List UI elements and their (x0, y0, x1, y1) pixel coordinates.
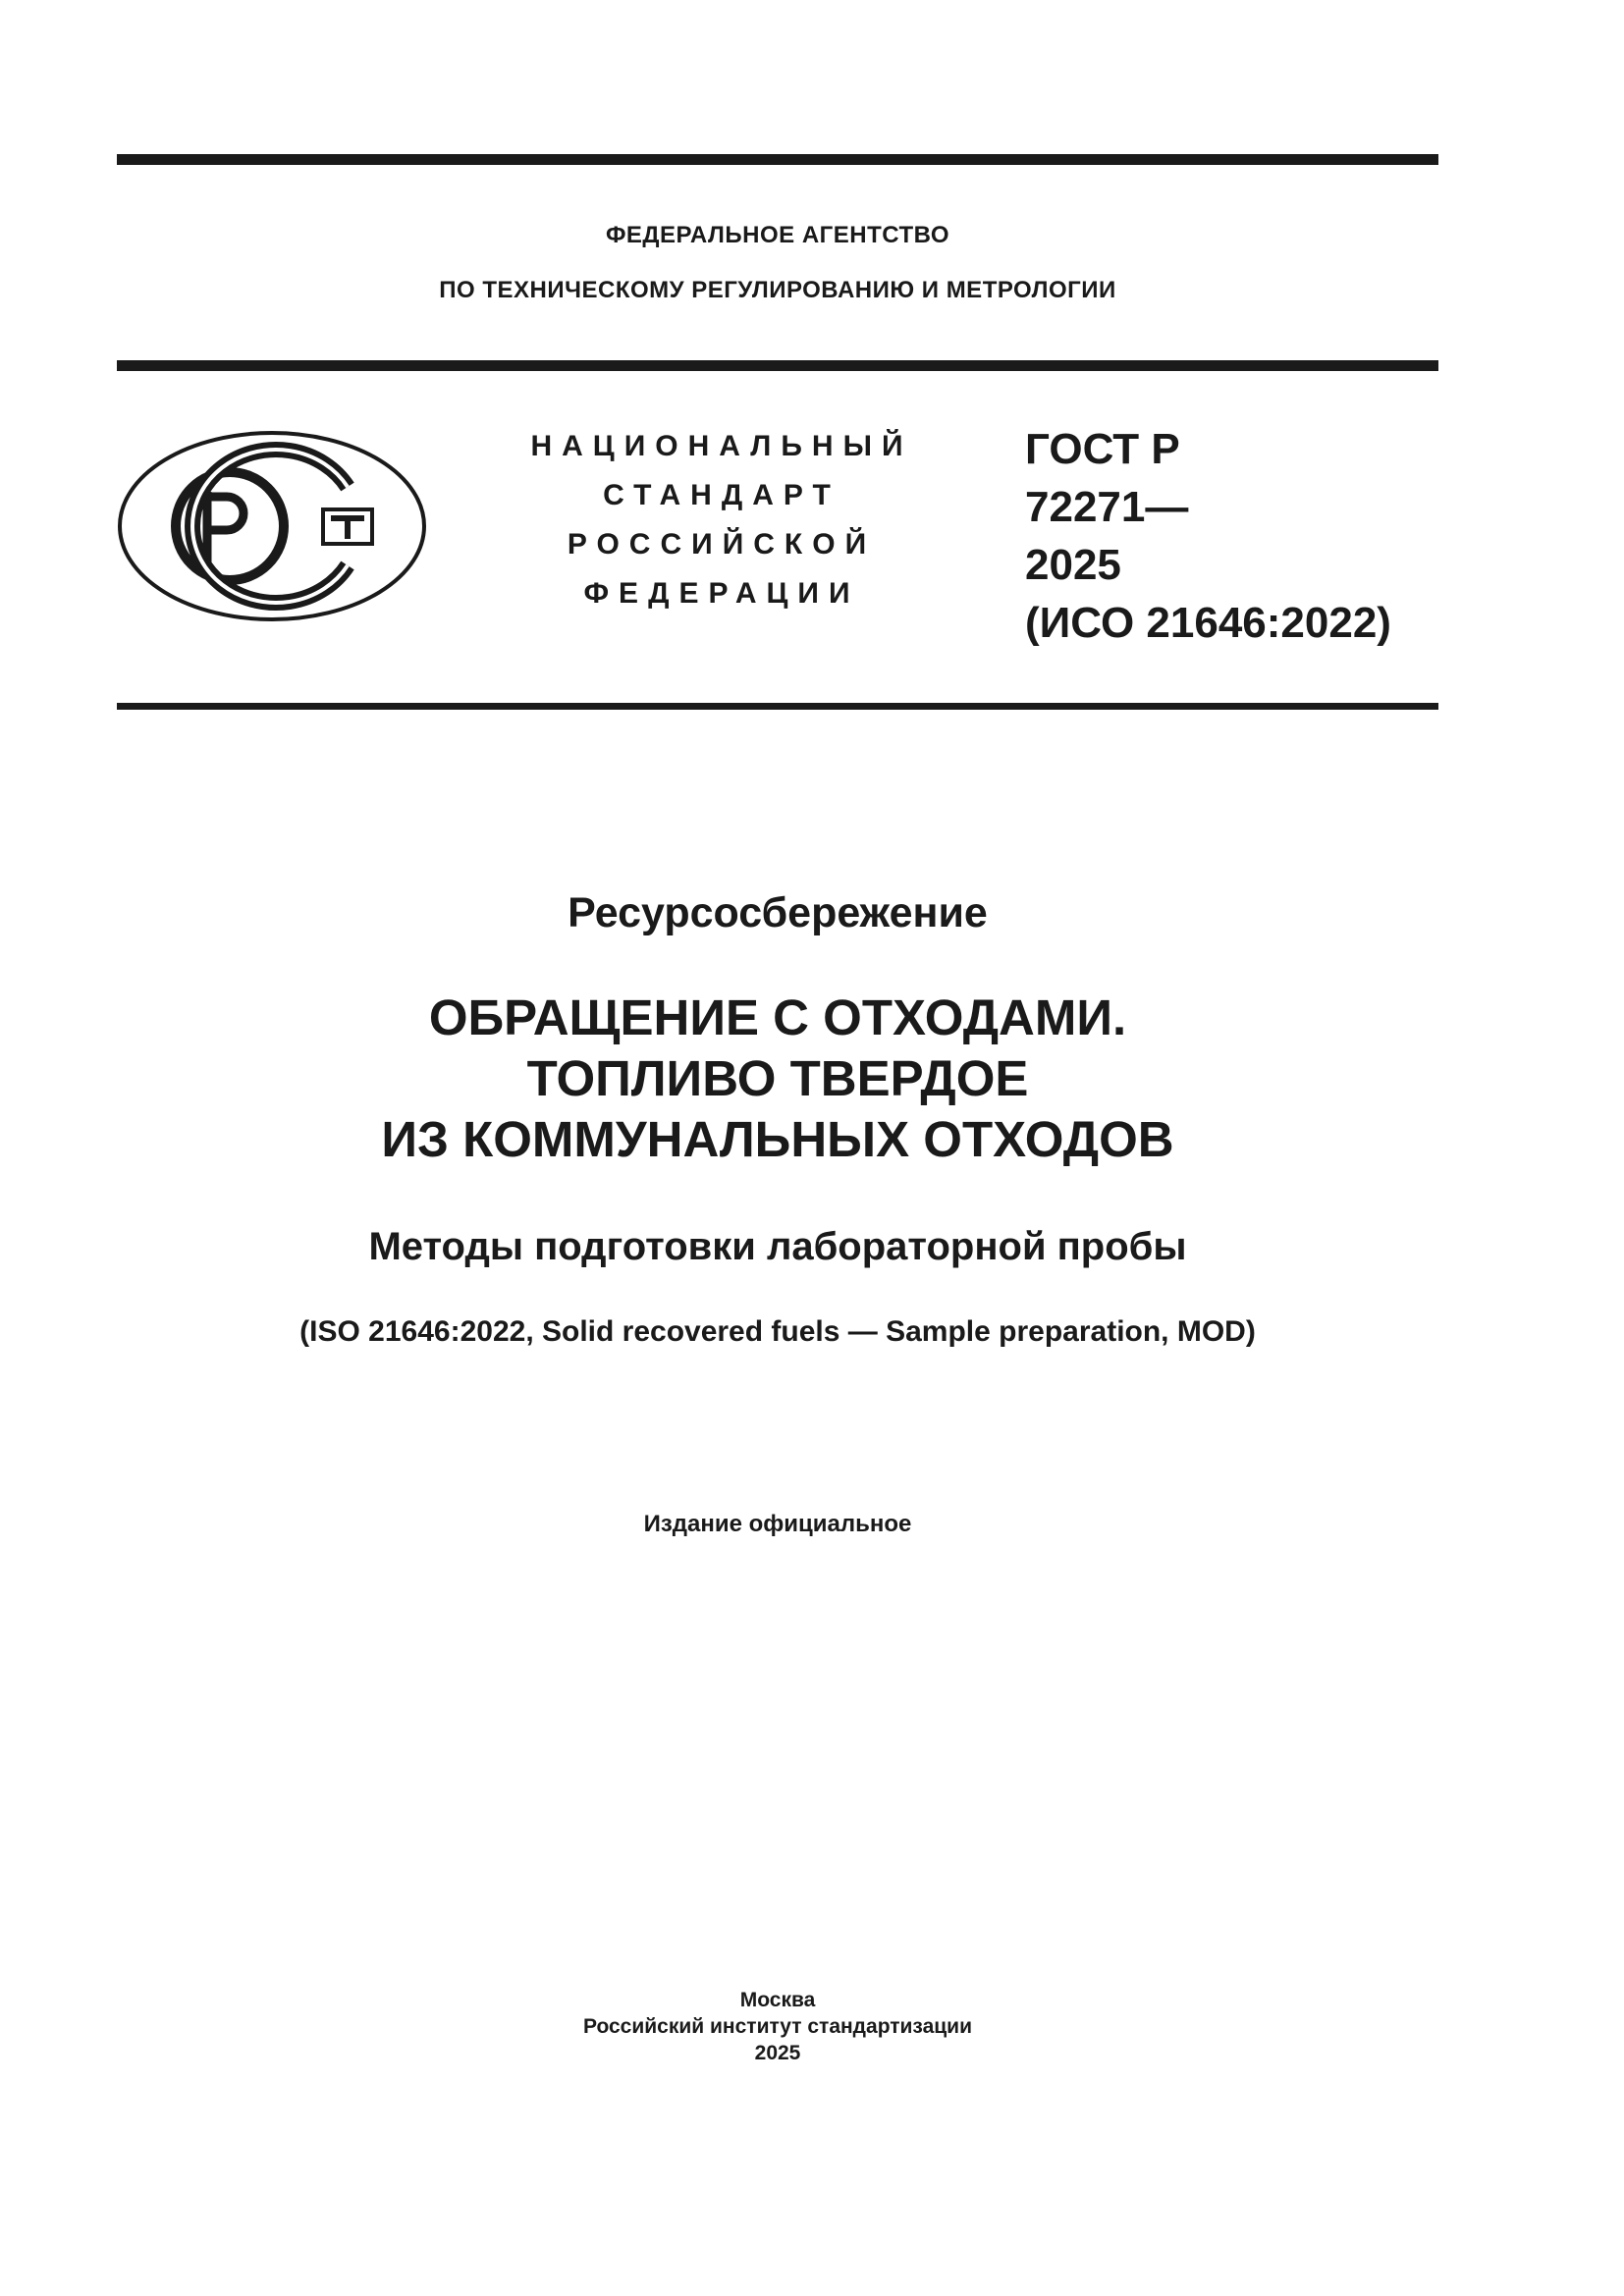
header-rule (117, 360, 1438, 371)
designation-line: ГОСТ Р (1025, 425, 1180, 473)
iso-reference: (ISO 21646:2022, Solid recovered fuels — Sample preparation, MOD) (299, 1315, 1256, 1348)
designation-line: 2025 (1025, 541, 1121, 589)
imprint-publisher: Российский институт стандартизации (582, 2015, 973, 2038)
document-title (117, 988, 1438, 1170)
rst-mark-icon (115, 428, 429, 624)
standard-type-line: РОССИЙСКОЙ (567, 528, 877, 561)
document-topic: Ресурсосбережение (568, 889, 988, 936)
designation-rule (117, 703, 1438, 710)
imprint-city: Москва (739, 1989, 816, 2011)
national-standard-label (511, 422, 933, 618)
title-line: ОБРАЩЕНИЕ С ОТХОДАМИ. (428, 989, 1127, 1045)
standard-type-line: ФЕДЕРАЦИИ (583, 577, 860, 610)
standard-type-line: СТАНДАРТ (603, 479, 840, 511)
agency-name-line-1: ФЕДЕРАЛЬНОЕ АГЕНТСТВО (605, 222, 950, 248)
publisher-imprint (117, 1987, 1438, 2066)
document-subtitle: Методы подготовки лабораторной пробы (368, 1225, 1187, 1268)
designation-line: 72271— (1025, 483, 1189, 531)
title-line: ИЗ КОММУНАЛЬНЫХ ОТХОДОВ (381, 1111, 1174, 1167)
agency-name-line-2: ПО ТЕХНИЧЕСКОМУ РЕГУЛИРОВАНИЮ И МЕТРОЛОГИИ (439, 277, 1116, 303)
title-line: ТОПЛИВО ТВЕРДОЕ (526, 1050, 1029, 1106)
edition-label: Издание официальное (643, 1511, 912, 1537)
imprint-year: 2025 (754, 2042, 801, 2064)
standard-designation (1025, 420, 1391, 652)
top-rule (117, 154, 1438, 165)
designation-line: (ИСО 21646:2022) (1025, 599, 1391, 647)
standard-type-line: НАЦИОНАЛЬНЫЙ (530, 430, 913, 462)
